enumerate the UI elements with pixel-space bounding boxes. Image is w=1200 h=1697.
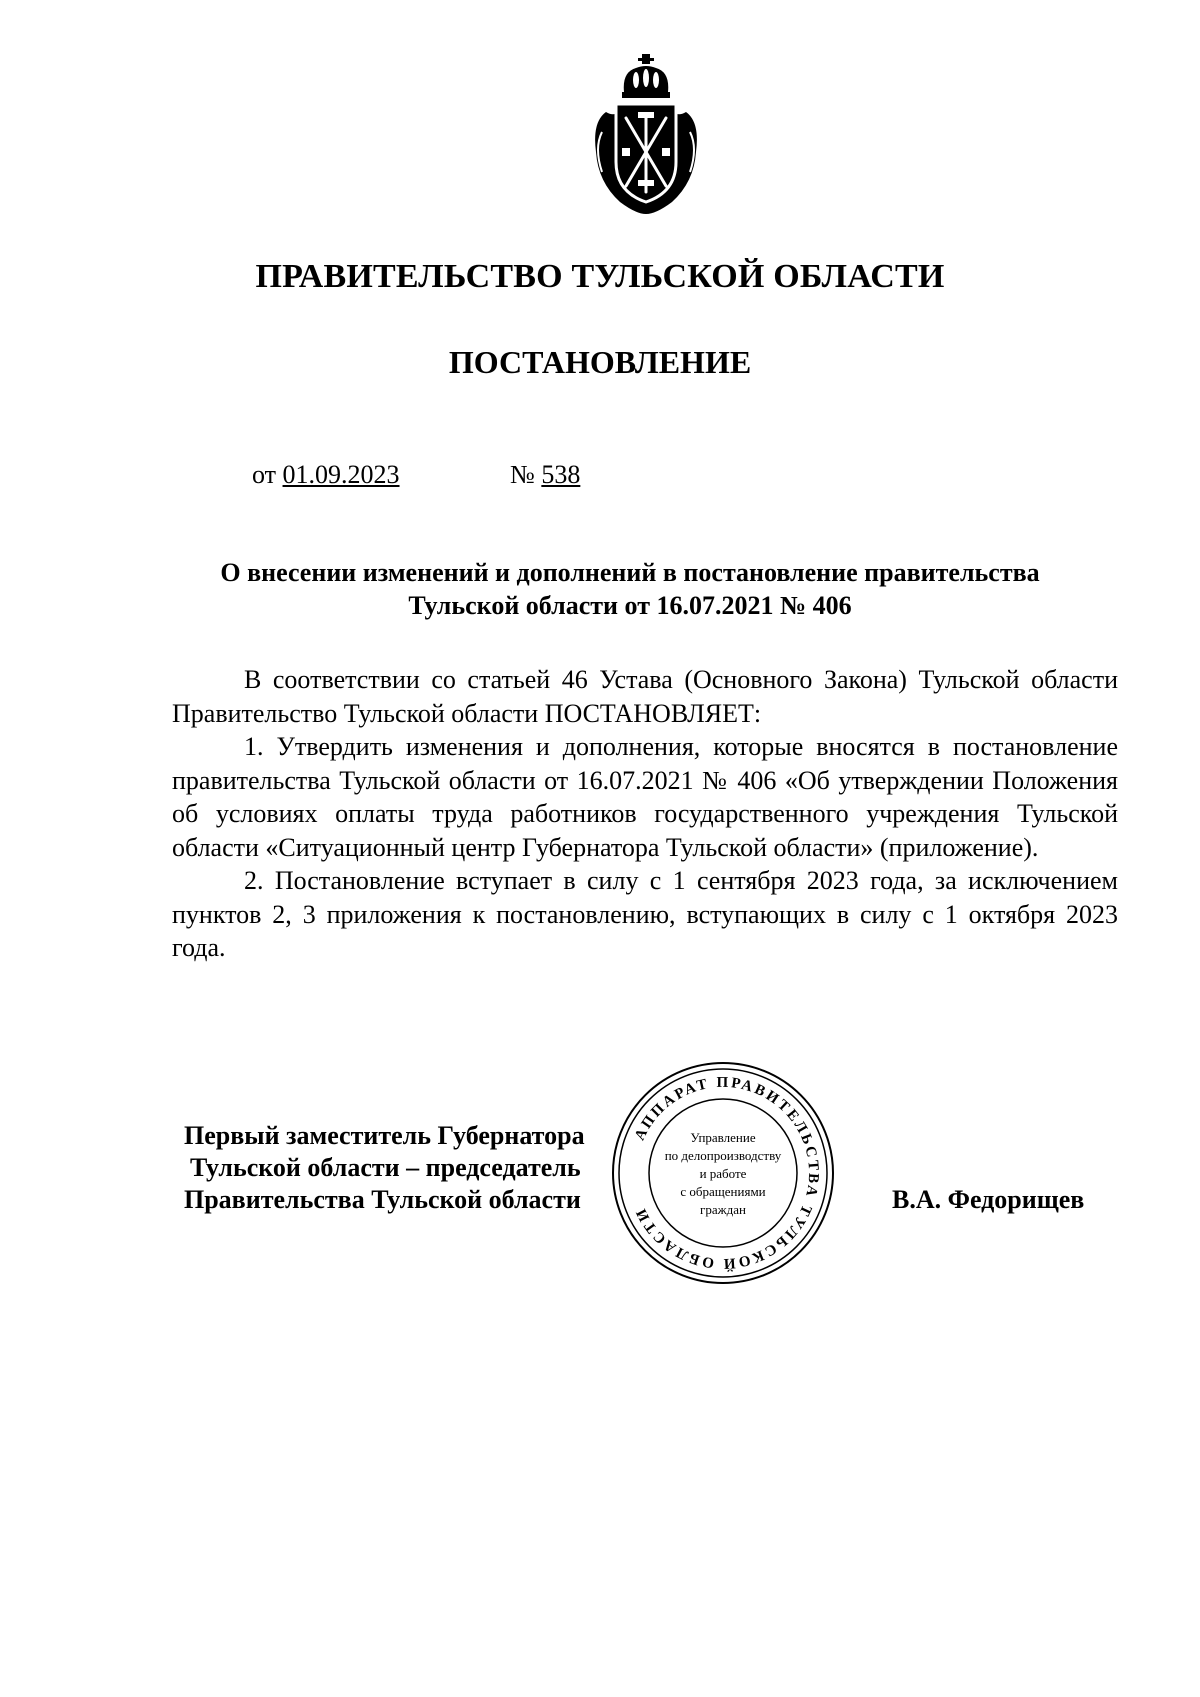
signer-name: В.А. Федорищев — [892, 1185, 1085, 1214]
body-paragraph: 1. Утвердить изменения и дополнения, которые вносятся в постановление правительства Тульской области от 16.07.2021 № 406 «Об утверждении Положения об условиях оплаты труда работников государственного учреждения Тульской области «Ситуационный центр Губернатора Тульской области» (приложение). — [172, 732, 1118, 862]
signer-position-line: Первый заместитель Губернатора — [184, 1121, 585, 1150]
document-subject — [160, 556, 1100, 622]
registration-line — [252, 460, 580, 490]
stamp-inner-text: с обращениями — [680, 1184, 766, 1199]
subject-line: Тульской области от 16.07.2021 № 406 — [408, 591, 852, 620]
document-body — [172, 663, 1118, 965]
document-date: 01.09.2023 — [282, 460, 400, 489]
stamp-inner-text: Управление — [690, 1130, 756, 1145]
signer-position-line: Правительства Тульской области — [184, 1185, 581, 1214]
body-paragraph: В соответствии со статьей 46 Устава (Основного Закона) Тульской области Правительство Тульской области ПОСТАНОВЛЯЕТ: — [172, 665, 1118, 728]
number-prefix: № — [510, 460, 535, 489]
date-prefix: от — [252, 460, 277, 489]
document-type: ПОСТАНОВЛЕНИЕ — [448, 344, 752, 380]
signer-position — [184, 1120, 585, 1216]
stamp-ring-text: АППАРАТ ПРАВИТЕЛЬСТВА ТУЛЬСКОЙ ОБЛАСТИ — [631, 1074, 822, 1272]
stamp-inner-text: по делопроизводству — [664, 1148, 782, 1163]
coat-of-arms-icon — [586, 52, 706, 217]
document-number: 538 — [541, 460, 581, 489]
signer-position-line: Тульской области – председатель — [190, 1153, 581, 1182]
official-stamp — [610, 1060, 836, 1286]
organization-title: ПРАВИТЕЛЬСТВО ТУЛЬСКОЙ ОБЛАСТИ — [255, 258, 945, 295]
body-paragraph: 2. Постановление вступает в силу с 1 сентября 2023 года, за исключением пунктов 2, 3 приложения к постановлению, вступающих в силу с 1 октября 2023 года. — [172, 866, 1118, 962]
stamp-inner-text: и работе — [699, 1166, 747, 1181]
stamp-inner-text: граждан — [700, 1202, 746, 1217]
subject-line: О внесении изменений и дополнений в постановление правительства — [220, 558, 1040, 587]
